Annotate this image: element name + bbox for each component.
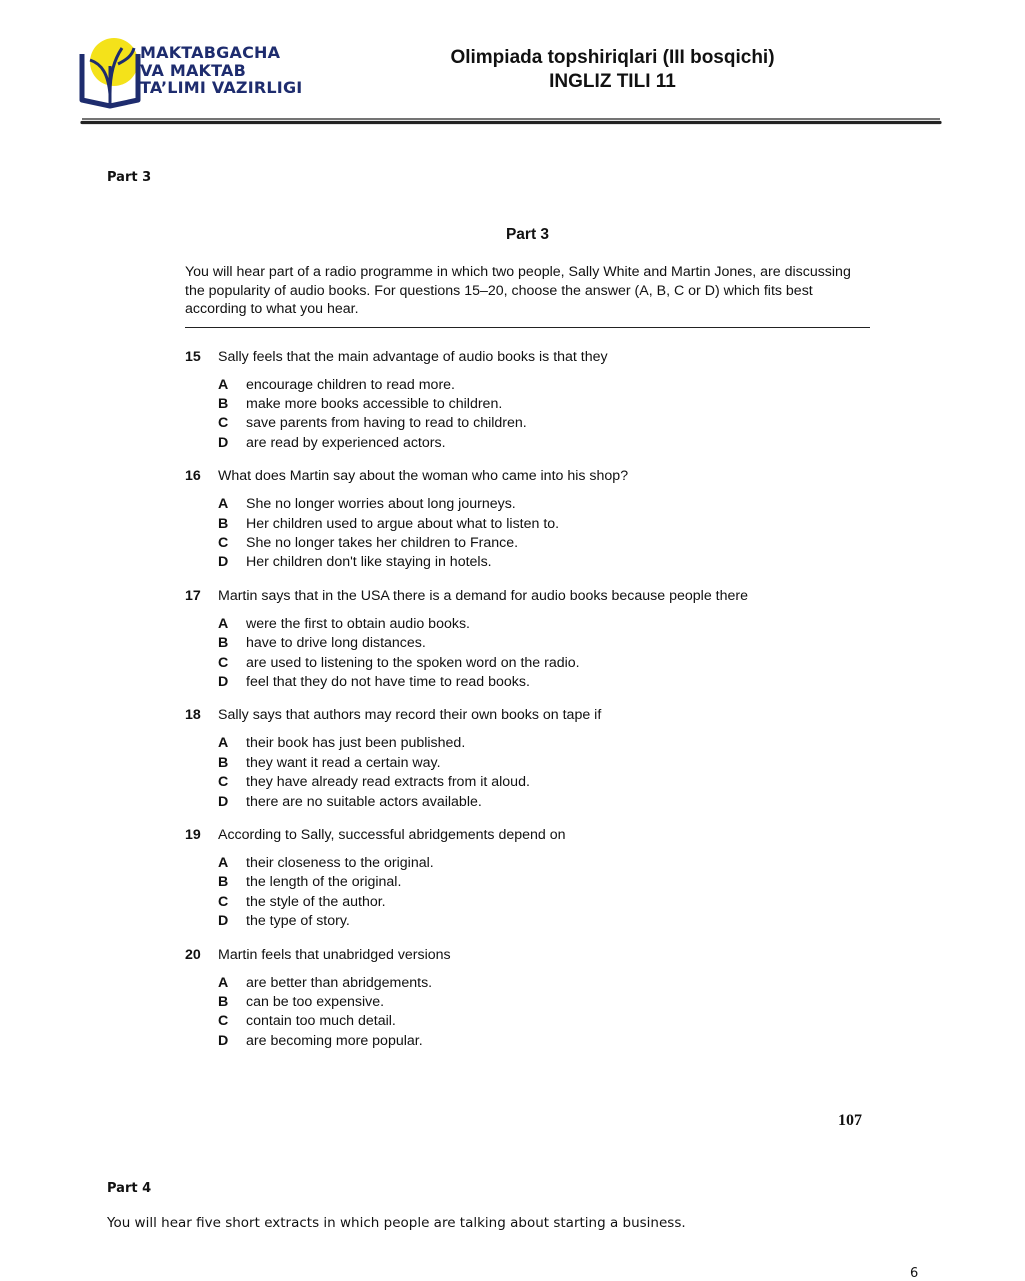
answer-option <box>218 515 870 534</box>
option-letter: A <box>218 496 229 513</box>
option-text: save parents from having to read to children. <box>246 415 527 432</box>
option-text: can be too expensive. <box>246 994 385 1011</box>
answer-option <box>218 974 870 993</box>
ministry-logo <box>78 34 308 114</box>
option-letter: D <box>218 1032 229 1049</box>
logo-line-3: TA’LIMI VAZIRLIGI <box>140 78 303 97</box>
option-letter: C <box>218 893 229 910</box>
option-letter: D <box>218 554 229 571</box>
option-letter: B <box>218 515 229 532</box>
option-letter: B <box>218 754 229 771</box>
answer-option <box>218 854 870 873</box>
question-item <box>185 946 870 1052</box>
question-item <box>185 706 870 812</box>
option-text: their book has just been published. <box>246 735 466 752</box>
option-text: make more books accessible to children. <box>246 395 503 412</box>
option-letter: C <box>218 774 229 791</box>
instructions: You will hear part of a radio programme in which two people, Sally White and Martin Jones, are discussing the popularity of audio books. For questions 15–20, choose the answer (A, B, C or D) which fits best according to what you hear. <box>185 264 851 317</box>
answer-option <box>218 873 870 892</box>
option-letter: D <box>218 793 229 810</box>
option-text: the type of story. <box>246 913 350 930</box>
option-text: there are no suitable actors available. <box>246 793 482 810</box>
answer-option <box>218 615 870 634</box>
option-text: are read by experienced actors. <box>246 434 446 451</box>
option-letter: A <box>218 974 229 991</box>
part4-label: Part 4 <box>107 1181 152 1196</box>
option-text: they want it read a certain way. <box>246 754 441 771</box>
part3-label: Part 3 <box>107 170 152 185</box>
question-item <box>185 826 870 932</box>
answer-option <box>218 893 870 912</box>
option-text: were the first to obtain audio books. <box>246 615 470 632</box>
question-stem: Martin says that in the USA there is a demand for audio books because people there <box>218 587 748 604</box>
answer-option <box>218 993 870 1012</box>
answer-option <box>218 1012 870 1031</box>
question-stem: What does Martin say about the woman who came into his shop? <box>218 468 629 485</box>
option-text: they have already read extracts from it aloud. <box>246 774 530 791</box>
option-letter: C <box>218 654 229 671</box>
answer-option <box>218 495 870 514</box>
option-letter: B <box>218 635 229 652</box>
book-page-number: 107 <box>838 1112 862 1129</box>
option-letter: A <box>218 376 229 393</box>
answer-option <box>218 773 870 792</box>
option-text: their closeness to the original. <box>246 855 434 871</box>
question-stem: Sally feels that the main advantage of audio books is that they <box>218 348 608 365</box>
option-letter: D <box>218 913 229 930</box>
answer-option <box>218 654 870 673</box>
option-list <box>218 854 870 932</box>
answer-option <box>218 634 870 653</box>
option-text: Her children don't like staying in hotels. <box>246 554 492 571</box>
option-letter: D <box>218 434 229 451</box>
exam-section <box>185 226 870 1065</box>
logo-line-2: VA MAKTAB <box>140 60 247 80</box>
option-text: Her children used to argue about what to listen to. <box>246 515 560 532</box>
option-text: the style of the author. <box>246 893 386 910</box>
question-number: 18 <box>185 707 201 724</box>
question-stem: According to Sally, successful abridgements depend on <box>218 827 566 843</box>
question-number: 17 <box>185 587 201 604</box>
question-number: 20 <box>185 946 201 963</box>
option-text: are used to listening to the spoken word on the radio. <box>246 654 580 671</box>
option-letter: D <box>218 673 229 690</box>
option-list <box>218 376 870 454</box>
part4-instructions: You will hear five short extracts in which people are talking about starting a business. <box>107 1215 686 1231</box>
question-item <box>185 348 870 454</box>
logo-text <box>140 44 302 97</box>
option-list <box>218 974 870 1052</box>
question-item <box>185 587 870 693</box>
option-text: feel that they do not have time to read books. <box>246 673 530 690</box>
question-list <box>185 348 870 1052</box>
question-number: 16 <box>185 468 201 485</box>
section-title: Part 3 <box>505 226 550 243</box>
question-stem: Martin feels that unabridged versions <box>218 946 451 963</box>
option-letter: C <box>218 415 229 432</box>
book-sun-emblem-icon <box>78 34 142 110</box>
option-text: encourage children to read more. <box>246 376 455 393</box>
option-text: have to drive long distances. <box>246 635 426 652</box>
option-letter: B <box>218 994 229 1011</box>
answer-option <box>218 395 870 414</box>
question-item <box>185 467 870 573</box>
header-divider <box>80 117 942 125</box>
answer-option <box>218 534 870 553</box>
option-text: the length of the original. <box>246 874 402 891</box>
header-title-line-1: Olimpiada topshiriqlari (III bosqichi) <box>450 47 775 68</box>
logo-line-1: MAKTABGACHA <box>140 43 281 62</box>
option-text: She no longer takes her children to France. <box>246 534 519 551</box>
option-text: She no longer worries about long journeys. <box>246 496 516 513</box>
answer-option <box>218 912 870 931</box>
option-letter: A <box>218 615 229 632</box>
instructions-divider <box>185 327 870 328</box>
option-list <box>218 495 870 573</box>
answer-option <box>218 754 870 773</box>
option-list <box>218 734 870 812</box>
answer-option <box>218 673 870 692</box>
option-letter: C <box>218 1013 229 1030</box>
question-number: 19 <box>185 827 201 843</box>
answer-option <box>218 553 870 572</box>
option-text: are becoming more popular. <box>246 1032 423 1049</box>
header-title-line-2: INGLIZ TILI 11 <box>549 71 676 92</box>
option-letter: B <box>218 395 229 412</box>
option-letter: A <box>218 735 229 752</box>
answer-option <box>218 376 870 395</box>
answer-option <box>218 734 870 753</box>
option-letter: A <box>218 855 229 871</box>
option-text: are better than abridgements. <box>246 974 433 991</box>
option-letter: C <box>218 534 229 551</box>
option-letter: B <box>218 874 229 891</box>
footer-page-number: 6 <box>910 1266 919 1281</box>
question-stem: Sally says that authors may record their own books on tape if <box>218 707 602 724</box>
option-list <box>218 615 870 693</box>
answer-option <box>218 793 870 812</box>
answer-option <box>218 434 870 453</box>
answer-option <box>218 1032 870 1051</box>
question-number: 15 <box>185 348 201 365</box>
header-title <box>380 46 845 94</box>
answer-option <box>218 414 870 433</box>
option-text: contain too much detail. <box>246 1013 396 1030</box>
